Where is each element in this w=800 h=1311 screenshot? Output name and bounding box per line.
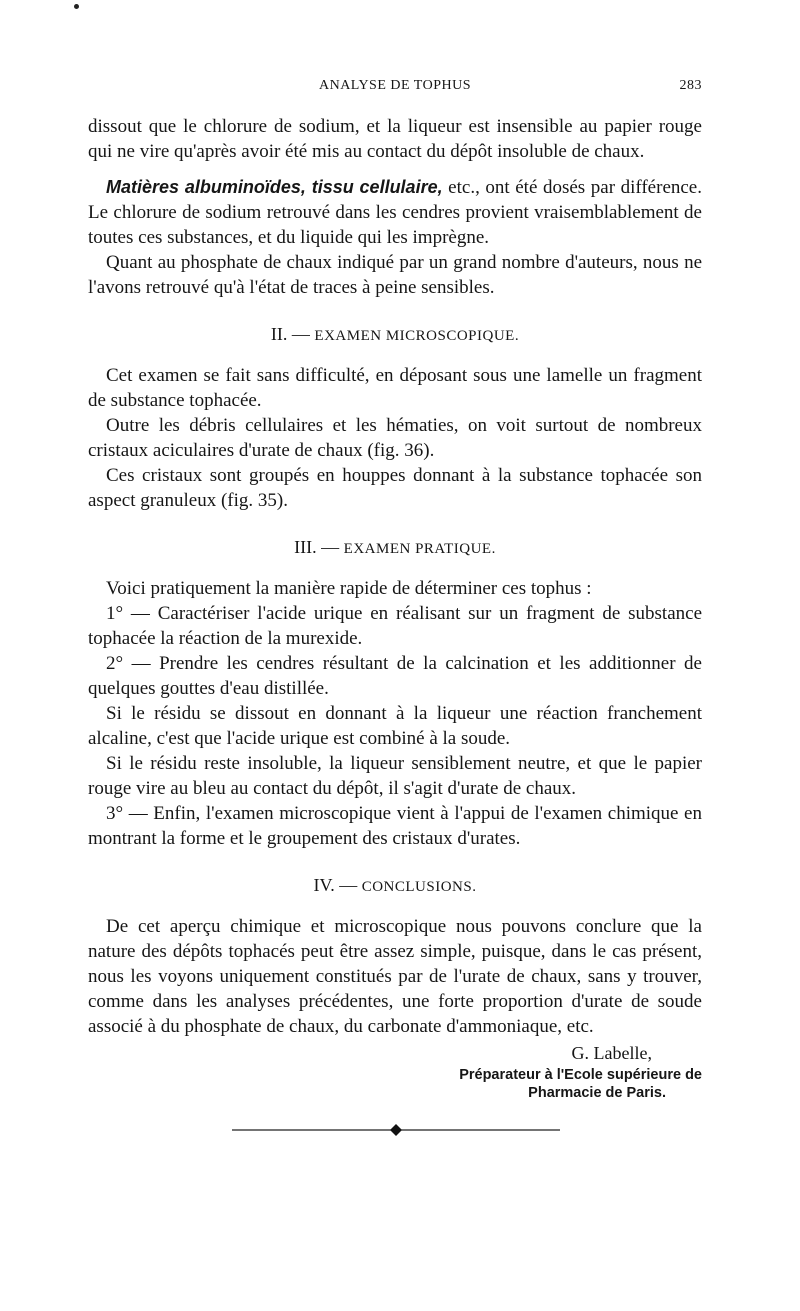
section-heading-3 <box>88 535 702 562</box>
section-2-paragraph: Cet examen se fait sans difficulté, en déposant sous une lamelle un fragment de substance tophacée. <box>88 365 702 411</box>
page-number: 283 <box>679 78 702 93</box>
section-3-paragraph: 1° — Caractériser l'acide urique en réalisant sur un fragment de substance tophacée la réaction de la murexide. <box>88 603 702 649</box>
section-3-title: EXAMEN PRATIQUE. <box>343 541 496 557</box>
section-3-number: III. — <box>294 537 340 557</box>
section-2-title: EXAMEN MICROSCOPIQUE. <box>314 328 520 344</box>
section-3-paragraph: Voici pratiquement la manière rapide de déterminer ces tophus : <box>106 578 592 599</box>
running-head-title: ANALYSE DE TOPHUS <box>318 78 472 93</box>
signature-name: G. Labelle, <box>571 1043 652 1063</box>
section-2-number: II. — <box>270 324 310 344</box>
closing-ornament-rule <box>232 1124 560 1136</box>
paragraph-matieres <box>88 175 702 250</box>
section-3-paragraph: 2° — Prendre les cendres résultant de la calcination et les additionner de quelques gouttes d'eau distillée. <box>88 653 702 699</box>
section-2-paragraph: Outre les débris cellulaires et les hématies, on voit surtout de nombreux cristaux aciculaires d'urate de chaux (fig. 36). <box>88 415 702 461</box>
signature-role <box>88 1066 702 1102</box>
section-3-paragraph: Si le résidu reste insoluble, la liqueur sensiblement neutre, et que le papier rouge vire au bleu au contact du dépôt, il s'agit d'urate de chaux. <box>88 753 702 799</box>
matieres-text: etc., ont été dosés par différence. Le chlorure de sodium retrouvé dans les cendres provient vraisemblablement de toutes ces substances, et du liquide qui les imprègne. <box>88 177 702 248</box>
running-head <box>88 78 702 102</box>
signature-role-line2: Pharmacie de Paris. <box>528 1085 666 1101</box>
paragraph-phosphate: Quant au phosphate de chaux indiqué par un grand nombre d'auteurs, nous ne l'avons retrouvé qu'à l'état de traces à peine sensibles. <box>88 252 702 298</box>
paragraph-dissout: dissout que le chlorure de sodium, et la liqueur est insensible au papier rouge qui ne vire qu'après avoir été mis au contact du dépôt insoluble de chaux. <box>88 116 702 162</box>
signature-role-line1: Préparateur à l'Ecole supérieure de <box>459 1067 702 1083</box>
diamond-ornament-icon <box>390 1124 402 1136</box>
section-4-paragraph: De cet aperçu chimique et microscopique nous pouvons conclure que la nature des dépôts tophacés peut être assez simple, puisque, dans le cas présent, nous les voyons uniquement constitués par de l'urate de chaux, sans y trouver, comme dans les analyses précédentes, une forte proportion d'urate de soude associé à du phosphate de chaux, du carbonate d'ammoniaque, etc. <box>88 916 702 1037</box>
section-heading-4 <box>88 873 702 900</box>
section-2-paragraph: Ces cristaux sont groupés en houppes donnant à la substance tophacée son aspect granuleux (fig. 35). <box>88 465 702 511</box>
section-heading-2 <box>88 322 702 349</box>
ink-dot <box>74 4 79 9</box>
section-4-title: CONCLUSIONS. <box>361 879 477 895</box>
matieres-emphasis: Matières albuminoïdes, tissu cellulaire, <box>106 177 443 197</box>
section-3-paragraph: 3° — Enfin, l'examen microscopique vient à l'appui de l'examen chimique en montrant la forme et le groupement des cristaux d'urates. <box>88 803 702 849</box>
section-3-paragraph: Si le résidu se dissout en donnant à la liqueur une réaction franchement alcaline, c'est que l'acide urique est combiné à la soude. <box>88 703 702 749</box>
page-body <box>88 114 702 1102</box>
section-4-number: IV. — <box>313 875 358 895</box>
